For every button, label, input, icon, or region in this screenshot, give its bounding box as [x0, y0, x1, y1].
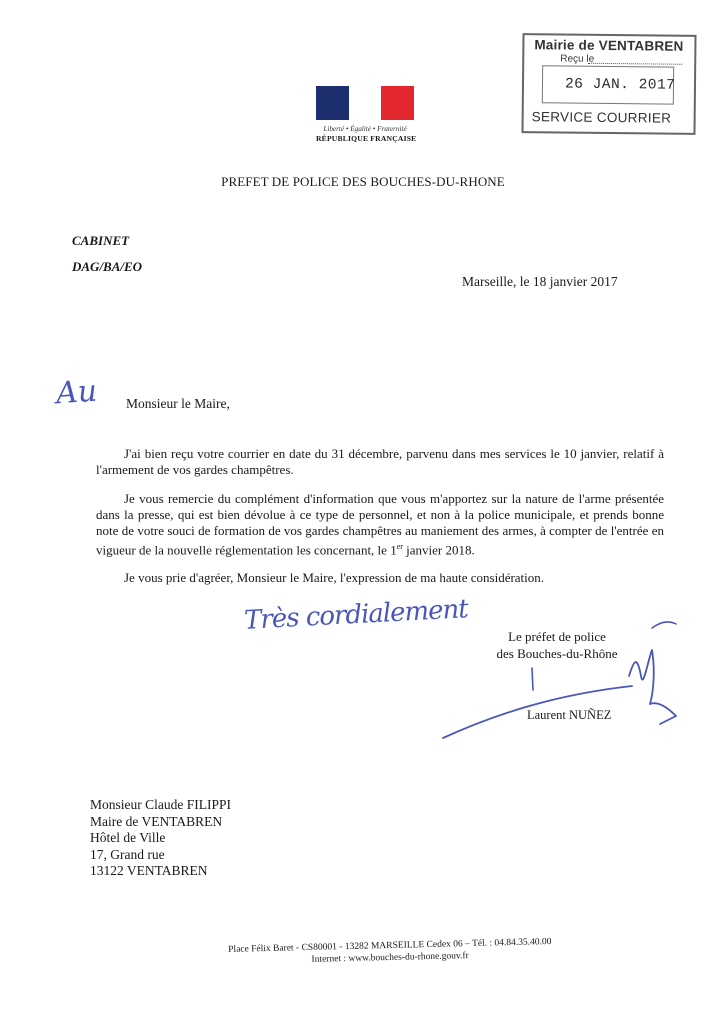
footer-website: Internet : www.bouches-du-rhone.gouv.fr [311, 951, 469, 965]
logo-motto: Liberté • Égalité • Fraternité [323, 125, 407, 133]
stamp-mairie: Mairie de VENTABREN [534, 37, 684, 54]
recipient-title: Maire de VENTABREN [90, 813, 223, 829]
signature-title-line2: des Bouches-du-Rhône [496, 646, 618, 661]
stamp-recu-label: Reçu le [560, 53, 595, 65]
signature-title-line1: Le préfet de police [508, 629, 606, 644]
paragraph-text: J'ai bien reçu votre courrier en date du 31 décembre, parvenu dans mes services le 10 janvier, relatif à l'armement de vos gardes champêtres. [96, 446, 664, 477]
handwritten-closing: Très cordialement [243, 594, 469, 636]
footer-address: Place Félix Baret - CS80001 - 13282 MARSEILLE Cedex 06 – Tél. : 04.84.35.40.00 [228, 937, 552, 955]
superscript-er: er [396, 542, 403, 551]
recipient-name: Monsieur Claude FILIPPI [90, 797, 231, 812]
recipient-building: Hôtel de Ville [90, 830, 166, 845]
recipient-street: 17, Grand rue [90, 846, 165, 862]
stamp-service: SERVICE COURRIER [531, 109, 672, 126]
handwritten-initial: Au [54, 373, 99, 412]
salutation: Monsieur le Maire, [126, 396, 230, 411]
recipient-address [90, 797, 231, 880]
paragraph-text-end: janvier 2018. [402, 542, 475, 558]
paragraph-text-main: Je vous remercie du complément d'information que vous m'apportez sur la nature de l'arme présentée dans la presse, qui est bien dévolue à ce type de personnel, et non à la police municipale, et prends bonne note de votre souci de formation de vos gardes champêtres au maniement des armes, à compter de l'entrée en vigueur de la nouvelle réglementation les concernant, le 1 [96, 491, 664, 558]
recipient-city: 13122 VENTABREN [90, 863, 208, 878]
reference-cabinet: CABINET [72, 233, 130, 248]
letter-heading: PREFET DE POLICE DES BOUCHES-DU-RHONE [221, 174, 505, 189]
paragraph-text: Je vous prie d'agréer, Monsieur le Maire, l'expression de ma haute considération. [124, 570, 545, 585]
stamp-date: 26 JAN. 2017 [564, 76, 676, 94]
reference-code: DAG/BA/EO [72, 259, 143, 274]
signatory-name: Laurent NUÑEZ [527, 708, 612, 722]
logo-republic: RÉPUBLIQUE FRANÇAISE [316, 134, 417, 143]
date-line: Marseille, le 18 janvier 2017 [462, 274, 618, 289]
